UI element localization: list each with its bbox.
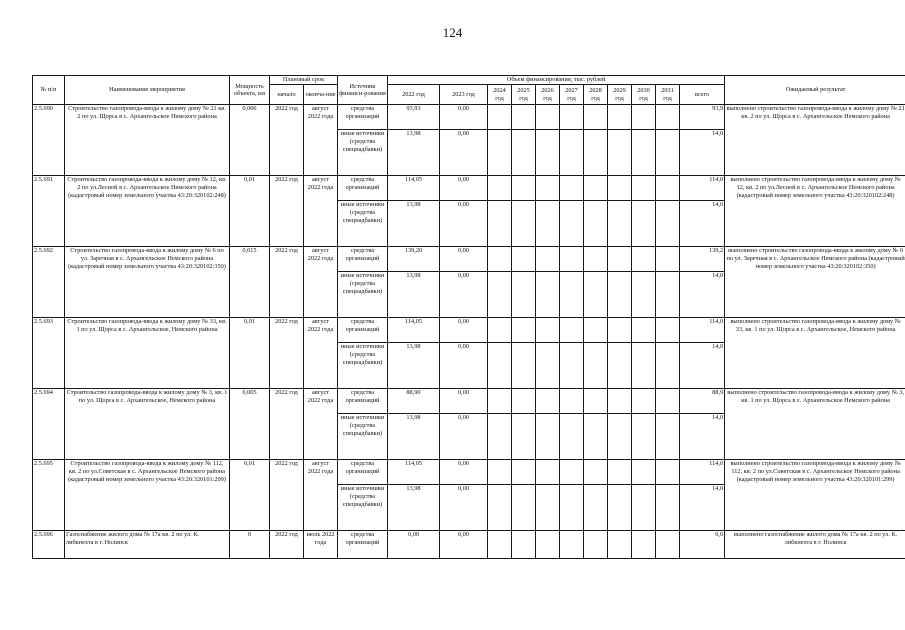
row-name: Строительство газопровода-ввода к жилому дому № 112, кв. 2 по ул.Советская в с. Архангельское Немского района (кадастровый номер земельного участка 43:20:320101:299): [65, 460, 230, 531]
row-result: выполнено строительство газопровода-ввода к жилому дому № 112, кв. 2 по ул.Советская в с. Архангельское Немского района (кадастровый номер земельного участка 43:20:320101:299): [725, 460, 905, 531]
row-total: 93,9: [680, 105, 725, 130]
row-value-2023: 0,00: [440, 485, 488, 531]
row-source: средства организаций: [338, 389, 388, 414]
row-value-2022: 93,93: [388, 105, 440, 130]
row-capacity: 0,006: [230, 105, 270, 176]
row-value-2023: 0,00: [440, 414, 488, 460]
row-start: 2022 год: [270, 247, 304, 318]
header-year: 2026 год: [536, 85, 560, 105]
row-source: иные источники (средства спецнадбавки): [338, 485, 388, 531]
row-value-2022: 114,05: [388, 176, 440, 201]
row-result: выполнено газоснабжение жилого дома № 17а кв. 2 по ул. К. либкнехта в г. Нолинск: [725, 531, 905, 559]
row-start: 2022 год: [270, 460, 304, 531]
header-year: 2027 год: [560, 85, 584, 105]
last-row-group: [33, 531, 905, 559]
row-value-2022: 13,98: [388, 414, 440, 460]
row-value-2022: 114,05: [388, 318, 440, 343]
header-volume: Объем финансирования, тыс. рублей: [388, 76, 725, 85]
row-source: средства организаций: [338, 318, 388, 343]
header-year: 2024 год: [488, 85, 512, 105]
row-value-2022: 13,98: [388, 343, 440, 389]
header-start: начало: [270, 85, 304, 105]
header-end: оконча-ние: [304, 85, 338, 105]
row-total: 14,0: [680, 414, 725, 460]
row-result: выполнено строительство газопровода-ввода к жилому дому № 3, кв. 1 по ул. Щорса в с. Архангельское Немского района: [725, 389, 905, 460]
row-value-2023: 0,00: [440, 176, 488, 201]
row-value-2022: 13,98: [388, 485, 440, 531]
row-name: Строительство газопровода-ввода к жилому дому № 3, кв. 1 по ул. Щорса в с. Архангельское, Немского района: [65, 389, 230, 460]
table-row: [33, 176, 905, 201]
row-end: август 2022 года: [304, 318, 338, 389]
header-year: 2025 год: [512, 85, 536, 105]
row-num: 2.5.691: [33, 176, 65, 247]
row-num: 2.5.696: [33, 531, 65, 559]
header-planned-term: Плановый срок: [270, 76, 338, 85]
row-end: август 2022 года: [304, 105, 338, 176]
row-num: 2.5.695: [33, 460, 65, 531]
row-total: 14,0: [680, 343, 725, 389]
row-capacity: 0,015: [230, 247, 270, 318]
row-value-2022: 13,98: [388, 130, 440, 176]
header-year: 2031 год: [656, 85, 680, 105]
row-source: средства организаций: [338, 460, 388, 485]
row-capacity: 0,01: [230, 318, 270, 389]
header-year: 2029 год: [608, 85, 632, 105]
row-source: иные источники (средства спецнадбавки): [338, 201, 388, 247]
row-num: 2.5.692: [33, 247, 65, 318]
row-capacity: 0: [230, 531, 270, 559]
row-result: выполнено строительство газопровода-ввода к жилому дому № 21 кв. 2 по ул. Щорса в с. Архангельское Немского района: [725, 105, 905, 176]
header-num: № п/п: [33, 76, 65, 105]
row-capacity: 0,01: [230, 460, 270, 531]
row-end: август 2022 года: [304, 389, 338, 460]
row-name: Строительство газопровода-ввода к жилому дому № 6 по ул. Заречная в с. Архангельское Немского района (кадастровый номер земельного участка 43:20:320102:350): [65, 247, 230, 318]
row-num: 2.5.693: [33, 318, 65, 389]
table-body: [33, 105, 905, 531]
row-name: Строительство газопровода-ввода к жилому дому № 21 кв. 2 по ул. Щорса в с. Архангельское Немского района: [65, 105, 230, 176]
financing-table: [32, 75, 905, 559]
page-number: 124: [442, 25, 463, 40]
header-result: Ожидаемый результат: [725, 76, 905, 105]
row-value-2023: 0,00: [440, 105, 488, 130]
header-year: 2022 год: [388, 85, 440, 105]
row-name: Строительство газопровода-ввода к жилому дому № 12, кв. 2 по ул.Лесной в с. Архангельское Немского района (кадастровый номер земельного участка 43:20:320102:248): [65, 176, 230, 247]
row-value-2023: 0,00: [440, 247, 488, 272]
row-num: 2.5.694: [33, 389, 65, 460]
row-source: средства организаций: [338, 105, 388, 130]
row-total: 88,9: [680, 389, 725, 414]
row-value-2023: 0,00: [440, 343, 488, 389]
table-row: [33, 318, 905, 343]
row-num: 2.5.690: [33, 105, 65, 176]
row-total: 114,0: [680, 460, 725, 485]
row-value-2022: 88,90: [388, 389, 440, 414]
row-source: средства организаций: [338, 247, 388, 272]
table-row: [33, 389, 905, 414]
row-value-2023: 0,00: [440, 460, 488, 485]
row-start: 2022 год: [270, 389, 304, 460]
row-result: выполнено строительство газопровода-ввода к жилому дому № 33, кв. 1 по ул. Щорса в с. Архангельское, Немского района: [725, 318, 905, 389]
row-result: выполнено строительство газопровода-ввода к жилому дому № 12, кв. 2 по ул.Лесной в с. Архангельское Немского района (кадастровый номер земельного участка 43:20:320102:248): [725, 176, 905, 247]
row-start: 2022 год: [270, 176, 304, 247]
row-value-2022: 13,98: [388, 272, 440, 318]
row-end: август 2022 года: [304, 460, 338, 531]
row-result: выполнено строительство газопровода-ввода к жилому дому № 6 по ул. Заречная в с. Архангельское Немского района (кадастровый номер земельного участка 43:20:320102:350): [725, 247, 905, 318]
row-value-2022: 139,20: [388, 247, 440, 272]
row-value-2023: 0,00: [440, 531, 488, 559]
row-source: иные источники (средства спецнадбавки): [338, 414, 388, 460]
row-capacity: 0,01: [230, 176, 270, 247]
row-value-2023: 0,00: [440, 389, 488, 414]
row-source: иные источники (средства спецнадбавки): [338, 343, 388, 389]
row-end: август 2022 года: [304, 247, 338, 318]
row-value-2022: 13,98: [388, 201, 440, 247]
row-total: 0,0: [680, 531, 725, 559]
row-total: 114,0: [680, 318, 725, 343]
header-total: всего: [680, 85, 725, 105]
row-name: Газоснабжение жилого дома № 17а кв. 2 по ул. К. либкнехта в г. Нолинск: [65, 531, 230, 559]
row-source: средства организаций: [338, 531, 388, 559]
table-row: [33, 531, 905, 559]
table-row: [33, 105, 905, 130]
row-value-2023: 0,00: [440, 272, 488, 318]
header-year: 2030 год: [632, 85, 656, 105]
header-capacity: Мощность объекта, км: [230, 76, 270, 105]
row-source: иные источники (средства спецнадбавки): [338, 130, 388, 176]
row-source: иные источники (средства спецнадбавки): [338, 272, 388, 318]
row-end: июль 2022 года: [304, 531, 338, 559]
row-value-2023: 0,00: [440, 318, 488, 343]
row-name: Строительство газопровода-ввода к жилому дому № 33, кв. 1 по ул. Щорса в с. Архангельское, Немского района: [65, 318, 230, 389]
row-value-2023: 0,00: [440, 130, 488, 176]
row-capacity: 0,005: [230, 389, 270, 460]
header-year: 2028 год: [584, 85, 608, 105]
table-row: [33, 247, 905, 272]
header-name: Наименование мероприятия: [65, 76, 230, 105]
row-value-2023: 0,00: [440, 201, 488, 247]
table-row: [33, 460, 905, 485]
table-header: [33, 76, 905, 105]
row-start: 2022 год: [270, 531, 304, 559]
row-total: 14,0: [680, 272, 725, 318]
row-total: 114,0: [680, 176, 725, 201]
row-end: август 2022 года: [304, 176, 338, 247]
row-total: 14,0: [680, 130, 725, 176]
row-total: 139,2: [680, 247, 725, 272]
row-start: 2022 год: [270, 318, 304, 389]
row-total: 14,0: [680, 485, 725, 531]
header-source: Источник финанси-рования: [338, 76, 388, 105]
row-total: 14,0: [680, 201, 725, 247]
row-source: средства организаций: [338, 176, 388, 201]
row-start: 2022 год: [270, 105, 304, 176]
row-value-2022: 0,00: [388, 531, 440, 559]
header-year: 2023 год: [440, 85, 488, 105]
row-value-2022: 114,05: [388, 460, 440, 485]
